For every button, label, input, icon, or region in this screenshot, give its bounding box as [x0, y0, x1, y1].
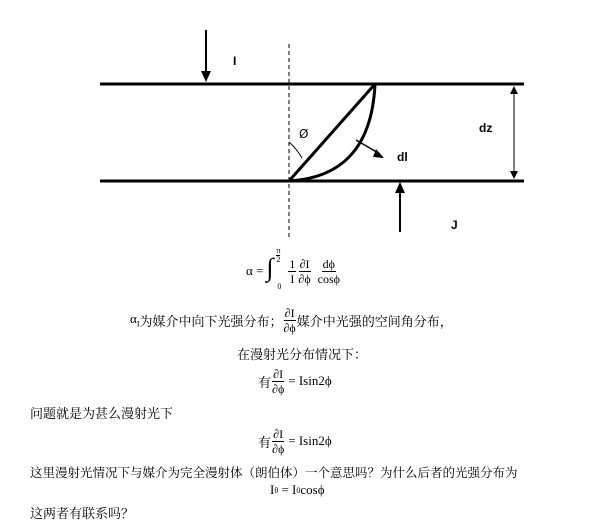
eq1-lhs: α = — [246, 263, 264, 278]
dz-arrow-top — [510, 86, 518, 94]
integral-symbol: ∫ π 2 0 — [266, 246, 282, 291]
eq1-frac1-num: 1 — [289, 256, 296, 271]
eq4-mid-sub: 0 — [296, 485, 301, 495]
definition-text-a: 为媒介中向下光强分布； — [139, 314, 283, 330]
dz-arrow-bottom — [510, 171, 518, 179]
definition-text-b: 媒介中光强的空间角分布， — [296, 314, 453, 330]
eq2-prefix: 有 — [258, 375, 272, 391]
eq3-prefix: 有 — [258, 435, 272, 451]
question-text-2: 这里漫射光情况下与媒介为完全漫射体（朗伯体）一个意思吗？为什么后者的光强分布为 — [30, 465, 518, 480]
upward-arrow-J-head — [395, 182, 405, 193]
eq1-upper-den: 2 — [276, 255, 281, 264]
definition-line — [130, 303, 453, 337]
angle-arc — [289, 142, 302, 158]
eq2-frac-den: ∂ϕ — [272, 381, 285, 396]
question-text-3: 这两者有联系吗？ — [30, 507, 135, 522]
incident-arrow-I-head — [201, 71, 211, 82]
eq2-rhs: = Isin2ϕ — [288, 373, 332, 388]
eq1-frac1-den: I — [290, 271, 295, 286]
eq1-lower-limit: 0 — [277, 282, 282, 291]
equation-lambert — [270, 482, 325, 498]
diffuse-condition-text: 在漫射光分布情况下： — [237, 348, 368, 363]
eq3-rhs: = Isin2ϕ — [288, 433, 332, 448]
eq3-frac-den: ∂ϕ — [272, 441, 285, 456]
label-phi: Ø — [299, 127, 309, 141]
eq1-upper-limit: π — [276, 246, 281, 255]
eq4-rhs: cosϕ — [300, 482, 325, 497]
eq4-mid: = I — [278, 482, 297, 497]
eq4-lhs: I — [270, 482, 275, 497]
eq1-frac3-num: dϕ — [322, 256, 335, 271]
eq1-frac2-den: ∂ϕ — [298, 271, 311, 286]
eq2-frac-num: ∂I — [273, 366, 284, 381]
label-J: J — [451, 218, 458, 232]
alpha-symbol: α — [130, 311, 137, 327]
label-dl: dl — [397, 150, 408, 164]
eq1-frac2-num: ∂I — [299, 256, 310, 271]
scattering-layer-diagram — [0, 0, 602, 245]
line2-frac-den: ∂ϕ — [283, 320, 296, 335]
label-I: I — [233, 54, 237, 68]
question-text-1: 问题就是为甚么漫射光下 — [30, 407, 174, 422]
eq1-frac3-den: cosϕ — [317, 271, 340, 286]
line2-frac-num: ∂I — [284, 305, 295, 320]
eq3-frac-num: ∂I — [273, 426, 284, 441]
eq4-lhs-sub: θ — [274, 485, 279, 495]
label-dz: dz — [479, 121, 493, 135]
alpha-subscript: I — [136, 319, 140, 329]
equation-alpha-integral — [246, 246, 341, 292]
equation-diffuse-2 — [258, 424, 332, 458]
equation-diffuse-1 — [258, 364, 332, 398]
